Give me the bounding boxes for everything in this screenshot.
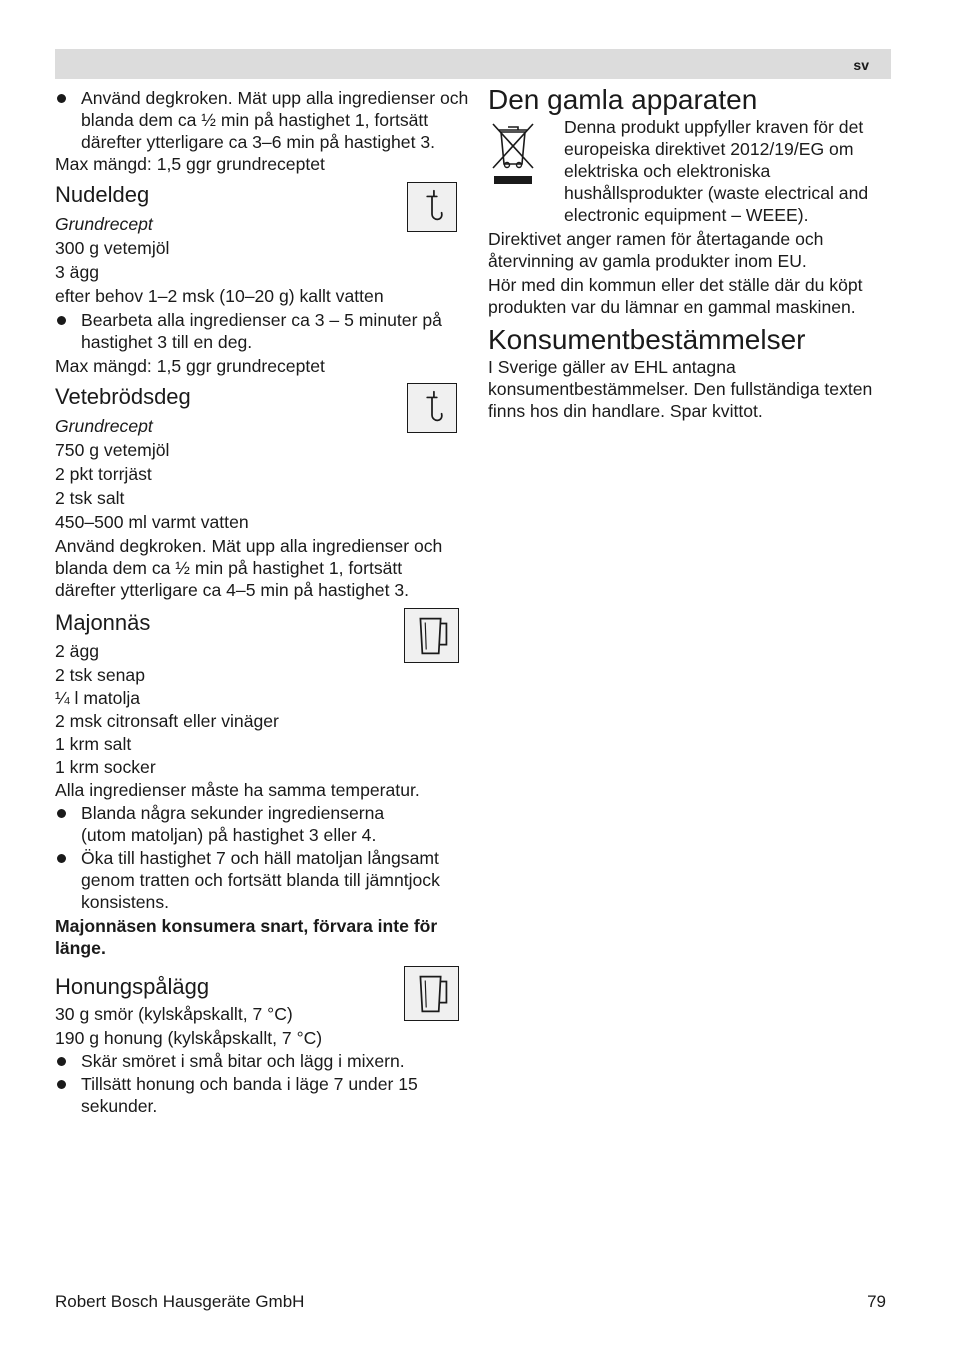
- section-nudeldeg: [55, 181, 455, 377]
- warning-text: Majonnäsen konsumera snart, förvara inte för länge.: [55, 916, 438, 958]
- bullet-icon: [57, 1080, 66, 1089]
- section-vetebrodsdeg: [55, 383, 455, 601]
- section-honung: [55, 973, 455, 1117]
- recipe-subtitle: Grundrecept: [55, 416, 153, 436]
- bullet-icon: [57, 854, 66, 863]
- footer-company: Robert Bosch Hausgeräte GmbH: [55, 1292, 305, 1311]
- ingredient: ¼ l matolja: [55, 688, 141, 708]
- paragraph: Direktivet anger ramen för återtagande och återvinning av gamla produkter inom EU.: [488, 229, 824, 271]
- section-majonnas: [55, 609, 455, 959]
- ingredient: efter behov 1–2 msk (10–20 g) kallt vatten: [55, 286, 384, 306]
- max-amount: Max mängd: 1,5 ggr grundreceptet: [55, 356, 325, 376]
- ingredient: 3 ägg: [55, 262, 100, 282]
- page-number: 79: [867, 1292, 886, 1311]
- list-item: Använd degkroken. Mät upp alla ingredienser och blanda dem ca ½ min på hastighet 1, fortsätt därefter ytterligare ca 3–6 min på hastighet 3.: [55, 87, 471, 153]
- bullet-icon: [57, 809, 66, 818]
- section-title: Nudeldeg: [55, 182, 150, 207]
- ingredient: 1 krm socker: [55, 757, 156, 777]
- left-column: [55, 87, 469, 1117]
- section-title: Konsumentbestämmelser: [488, 324, 806, 355]
- honung-steps: [55, 1050, 455, 1117]
- paragraph: I Sverige gäller av EHL antagna konsumentbestämmelser. Den fullständiga texten finns hos din handlare. Spar kvittot.: [488, 357, 873, 421]
- ingredient: 2 pkt torrjäst: [55, 464, 152, 484]
- ingredient: 2 msk citronsaft eller vinäger: [55, 711, 279, 731]
- ingredient: 190 g honung (kylskåpskallt, 7 °C): [55, 1028, 323, 1048]
- weee-block: [488, 116, 892, 226]
- instruction-text: Använd degkroken. Mät upp alla ingredienser och blanda dem ca ½ min på hastighet 1, fortsätt därefter ytterligare ca 4–5 min på hastighet 3.: [55, 536, 443, 600]
- weee-text: Denna produkt uppfyller kraven för det europeiska direktivet 2012/19/EG om elektriska och elektroniska hushållsprodukter (waste electrical and electronic equipment – WEEE).: [564, 117, 869, 225]
- note-text: Alla ingredienser måste ha samma temperatur.: [55, 780, 420, 800]
- header-bar: [55, 49, 891, 79]
- ingredient: 1 krm salt: [55, 734, 132, 754]
- list-item: Blanda några sekunder ingredienserna (utom matoljan) på hastighet 3 eller 4.: [55, 802, 426, 846]
- ingredient: 750 g vetemjöl: [55, 440, 170, 460]
- ingredient: 300 g vetemjöl: [55, 238, 170, 258]
- ingredient: 2 tsk senap: [55, 665, 145, 685]
- list-item: Skär smöret i små bitar och lägg i mixern.: [55, 1050, 455, 1072]
- max-amount: Max mängd: 1,5 ggr grundreceptet: [55, 154, 325, 174]
- crossed-bin-icon: [488, 118, 538, 188]
- nudeldeg-steps: [55, 309, 455, 353]
- section-title: Den gamla apparaten: [488, 84, 758, 115]
- recipe-subtitle: Grundrecept: [55, 214, 153, 234]
- ingredient: 450–500 ml varmt vatten: [55, 512, 249, 532]
- intro-bullets: [55, 87, 469, 153]
- list-item: Bearbeta alla ingredienser ca 3 – 5 minuter på hastighet 3 till en deg.: [55, 309, 455, 353]
- list-item: Tillsätt honung och banda i läge 7 under 15 sekunder.: [55, 1073, 431, 1117]
- right-column: [488, 84, 892, 422]
- ingredient: 30 g smör (kylskåpskallt, 7 °C): [55, 1004, 293, 1024]
- section-title: Honungspålägg: [55, 974, 210, 999]
- bullet-icon: [57, 1057, 66, 1066]
- bullet-icon: [57, 94, 66, 103]
- list-item: Öka till hastighet 7 och häll matoljan långsamt genom tratten och fortsätt blanda till jämntjock konsistens.: [55, 847, 456, 913]
- ingredient: 2 tsk salt: [55, 488, 125, 508]
- section-title: Vetebrödsdeg: [55, 384, 191, 409]
- ingredient: 2 ägg: [55, 641, 100, 661]
- majonnas-steps: [55, 802, 455, 913]
- section-title: Majonnäs: [55, 610, 151, 635]
- bullet-icon: [57, 316, 66, 325]
- paragraph: Hör med din kommun eller det ställe där du köpt produkten var du lämnar en gammal maskinen.: [488, 275, 863, 317]
- language-code: sv: [853, 57, 869, 73]
